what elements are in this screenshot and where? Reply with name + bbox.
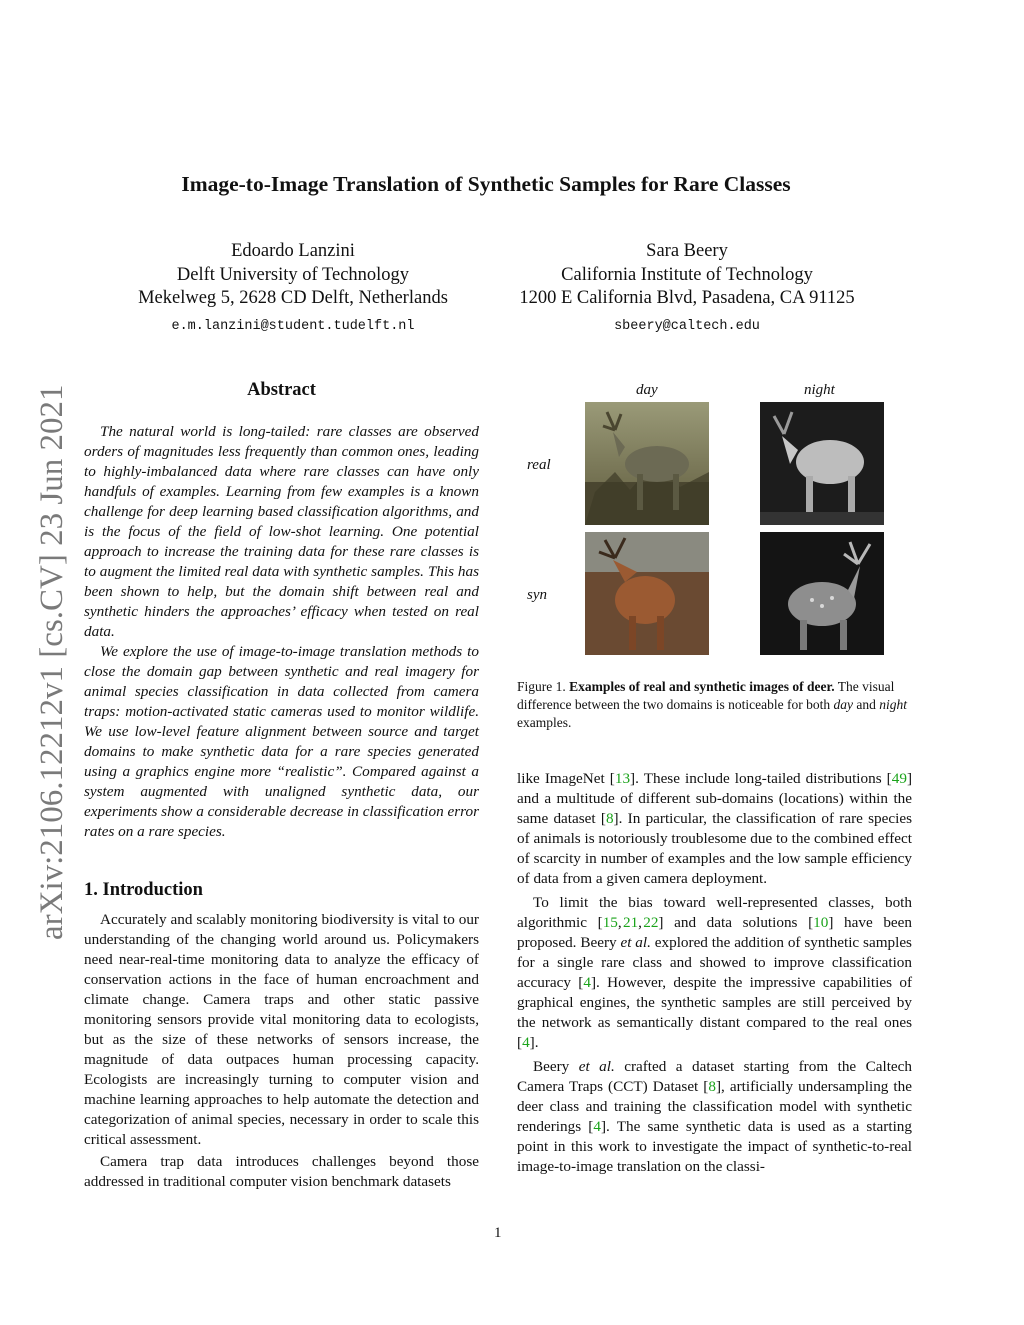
paper-title: Image-to-Image Translation of Synthetic Samples for Rare Classes <box>181 172 791 196</box>
citation-link[interactable]: 13 <box>614 770 631 787</box>
page-number: 1 <box>494 1225 502 1241</box>
citation-link[interactable]: 49 <box>891 770 907 787</box>
citation-link[interactable]: 21 <box>622 914 639 931</box>
text: ], artificially undersampling the deer class and training the classification model with synthetic renderings [ <box>517 1078 912 1135</box>
body-paragraph: Camera trap data introduces challenges beyond those addressed in traditional computer vision benchmark datasets <box>84 1153 479 1190</box>
abstract-paragraph: The natural world is long-tailed: rare classes are observed orders of magnitudes less frequently than common ones, leading to highly-imbalanced data where rare classes can have only handfuls of examples. Learning from few examples is a known challenge for deep learning based classification algorithms, and is the focus of the field of low-shot learning. One potential approach to increase the training data for these rare classes is to augment the limited real data with synthetic samples. This has been shown to help, but the domain shift between real and synthetic hinders the approaches’ efficacy when tested on real data. <box>84 423 479 640</box>
body-paragraph <box>517 1057 912 1177</box>
arxiv-identifier: arXiv:2106.12212v1 [cs.CV] 23 Jun 2021 <box>34 384 70 940</box>
citation-link[interactable]: 8 <box>708 1078 716 1095</box>
author-email: e.m.lanzini@student.tudelft.nl <box>171 318 415 334</box>
author-name: Edoardo Lanzini <box>231 241 355 261</box>
author-affiliation: California Institute of Technology <box>561 264 813 285</box>
text: ]. The same synthetic data is used as a starting point in this work to investigate the impact of synthetic-to-real image-to-image translation on the classi- <box>517 1118 912 1175</box>
caption-text: examples. <box>517 715 572 730</box>
author-name: Sara Beery <box>646 241 728 261</box>
deer-synthetic-night-image <box>760 532 884 655</box>
figure-caption <box>517 678 913 732</box>
text: ]. However, despite the impressive capabilities of graphical engines, the synthetic samples are still perceived by the network as semantically distant compared to the real ones [ <box>517 974 913 1051</box>
text: ] and data solutions [ <box>658 914 814 931</box>
caption-label: Figure 1. <box>517 679 570 694</box>
section-heading-introduction: 1. Introduction <box>84 880 203 900</box>
citation-link[interactable]: 22 <box>643 914 659 931</box>
deer-real-day-image <box>585 402 709 525</box>
text: ] and a multitude of different sub-domains (locations) within the same dataset [ <box>517 770 912 827</box>
caption-title: Examples of real and synthetic images of deer. <box>569 679 835 694</box>
body-paragraph <box>517 769 912 889</box>
caption-night: night <box>879 697 908 712</box>
author-block-2 <box>497 240 877 338</box>
author-address: Mekelweg 5, 2628 CD Delft, Netherlands <box>138 288 448 308</box>
body-paragraph: To limit the bias toward well-represented classes, both algorithmic [15, 21, 22] and data solutions [10] have been proposed. Beery et al. explored the addition of synthetic samples for a single rare class and showed to improve classification accuracy [4]. However, despite the impressive capabilities of graphical engines, the synthetic samples are still perceived by the network as semantically distant compared to the real ones [4]. <box>517 894 913 1051</box>
figure-row-label-real: real <box>527 457 551 473</box>
text: ]. These include long-tailed distributions [ <box>630 770 892 787</box>
figure-col-label-day: day <box>636 382 658 398</box>
right-column <box>517 769 912 1177</box>
author-email: sbeery@caltech.edu <box>614 318 760 334</box>
text: et al. <box>620 934 651 951</box>
text: explored the addition of synthetic samples for a single rare class and showed to improve classification accuracy [ <box>517 934 912 991</box>
author-affiliation: Delft University of Technology <box>176 264 410 285</box>
body-paragraph: Accurately and scalably monitoring biodiversity is vital to our understanding of the changing world around us. Policymakers need near-real-time monitoring data to analyze the efficacy of conservation actions in the face of human encroachment and climate change. Camera traps and other static passive monitoring sensors provide vital monitoring data to ecologists, but as the size of these networks of sensors increase, the magnitude of data outpaces human processing capacity. Ecologists are increasingly turning to computer vision and machine learning approaches to help automate the detection and categorization of animal species, necessary in order to scale this critical assessment. <box>84 911 479 1148</box>
text: To limit the bias toward well-represented classes, both algorithmic [ <box>517 894 912 931</box>
deer-synthetic-day-image <box>585 532 709 655</box>
caption-text: The visual difference between the two domains is noticeable for both <box>517 679 895 712</box>
introduction-body <box>84 910 479 1192</box>
abstract <box>84 422 479 842</box>
left-column <box>84 380 479 1192</box>
citation-link[interactable]: 4 <box>593 1118 601 1135</box>
figure-row-label-syn: syn <box>527 587 547 603</box>
abstract-heading: Abstract <box>247 380 316 400</box>
figure-col-label-night: night <box>804 382 835 398</box>
text: et al. <box>578 1058 615 1075</box>
citation-link[interactable]: 4 <box>522 1034 530 1051</box>
citation-link[interactable]: 4 <box>583 974 591 991</box>
author-block-1 <box>103 240 483 338</box>
text: ]. <box>529 1034 539 1051</box>
text: ]. In particular, the classification of rare species of animals is notoriously troublesome due to the combined effect of scarcity in number of examples and the low sample efficiency of data from a given camera deployment. <box>517 810 912 887</box>
author-address: 1200 E California Blvd, Pasadena, CA 91125 <box>519 288 855 308</box>
citation-link[interactable]: 8 <box>605 810 614 827</box>
text: ] have been proposed. Beery <box>517 914 912 951</box>
caption-day: day <box>833 697 854 712</box>
deer-real-night-image <box>760 402 884 525</box>
text: like ImageNet [ <box>517 770 615 787</box>
text: crafted a dataset starting from the Caltech Camera Traps (CCT) Dataset [ <box>517 1058 912 1095</box>
text: Beery <box>533 1058 579 1075</box>
abstract-paragraph: We explore the use of image-to-image translation methods to close the domain gap between synthetic and real imagery for animal species classification in data collected from camera traps: motion-activated static cameras used to monitor wildlife. We use low-level feature alignment between source and target domains to make synthetic data for a rare species generated using a graphics engine more “realistic”. Compared against a system augmented with unaligned synthetic data, our experiments show a considerable decrease in classification error rates on a rare species. <box>84 643 479 840</box>
citation-link[interactable]: 15 <box>602 914 618 931</box>
citation-link[interactable]: 10 <box>813 914 829 931</box>
caption-text: and <box>853 697 880 712</box>
